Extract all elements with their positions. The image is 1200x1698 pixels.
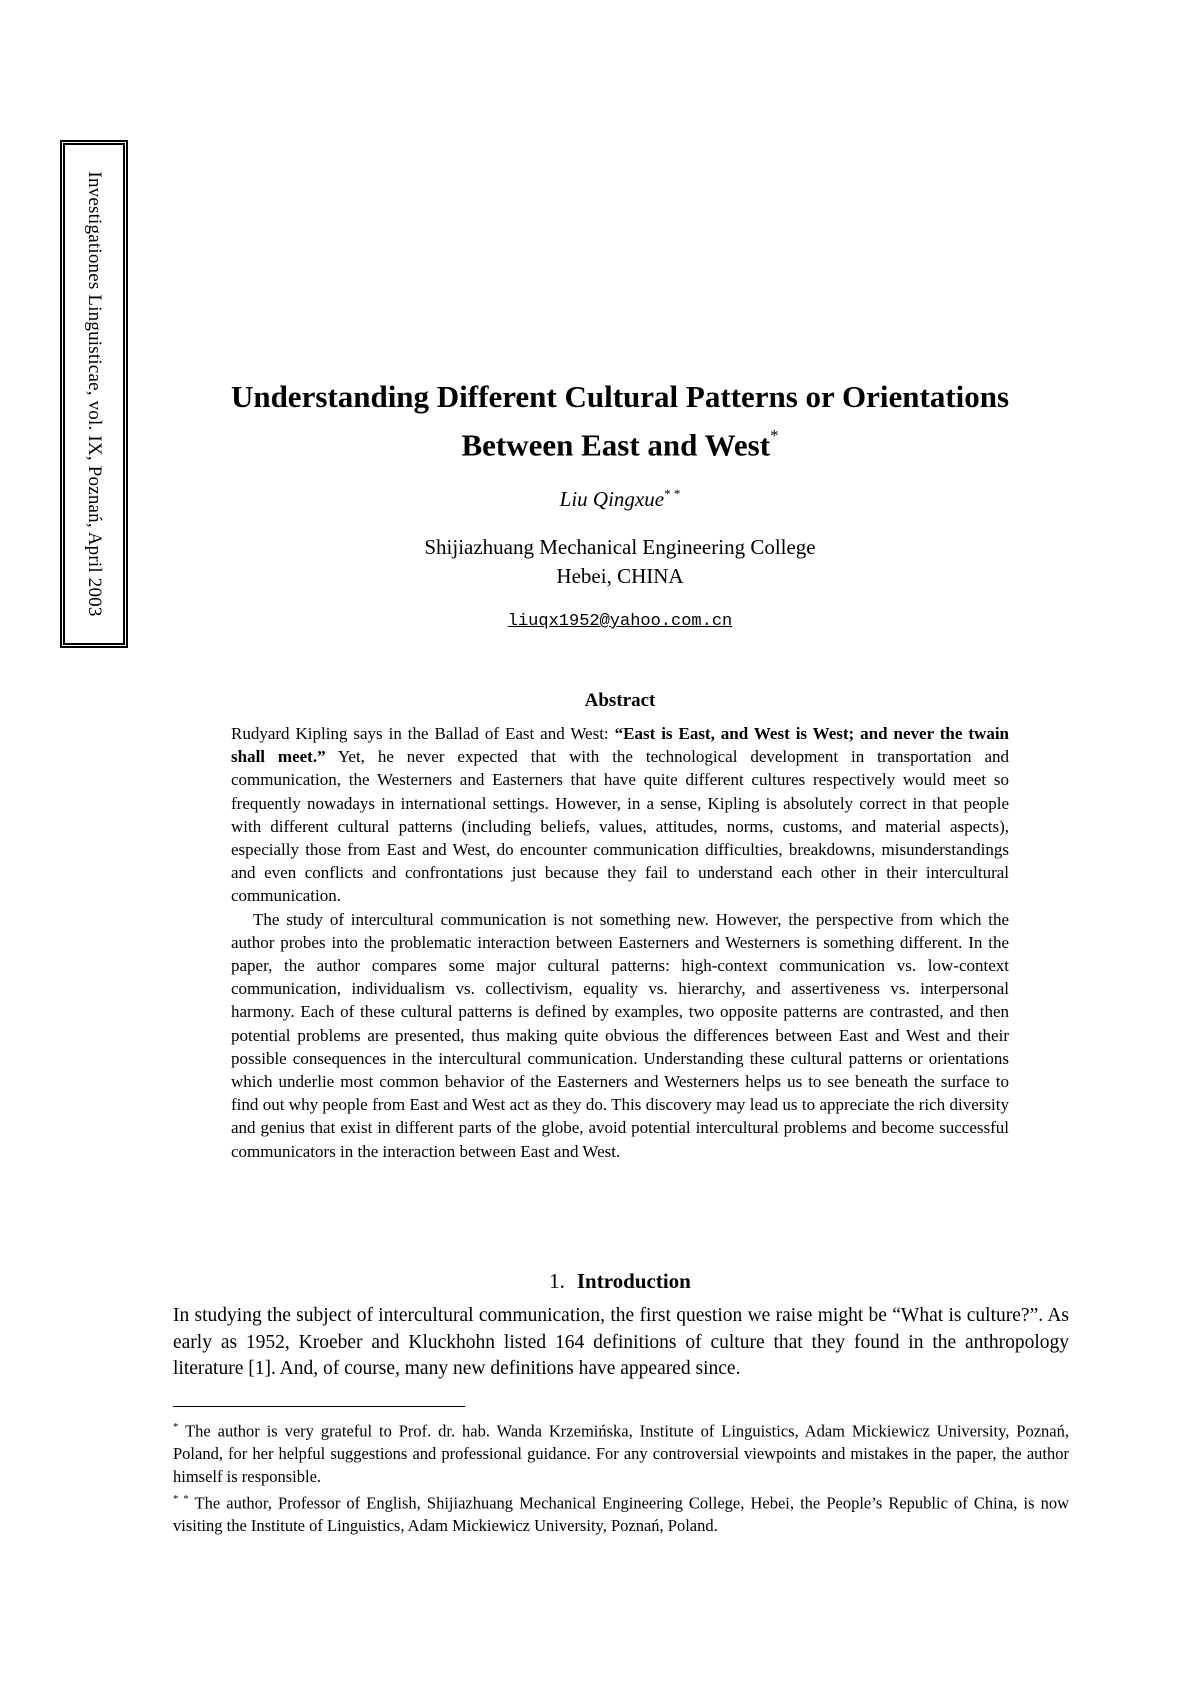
title-footnote-marker: * xyxy=(770,426,779,445)
affiliation-institution: Shijiazhuang Mechanical Engineering College xyxy=(424,535,816,559)
author xyxy=(140,486,1100,512)
footnote-2 xyxy=(173,1488,1069,1538)
abstract-p1-quote: “East is East, and West is West; and never the twain shall meet.” xyxy=(231,724,1009,767)
footnote-divider xyxy=(173,1406,465,1407)
footnote-1-marker: * xyxy=(173,1421,179,1433)
abstract-p1-rest: Yet, he never expected that with the technological development in transportation and communication, the Westerners and Easterners that have quite different cultures respectively would meet so frequently nowadays in international settings. However, in a sense, Kipling is absolutely correct in that people with different cultural patterns (including beliefs, values, attitudes, norms, customs, and material aspects), especially those from East and West, do encounter communication difficulties, breakdowns, misunderstandings and even conflicts and confrontations just because they fail to understand each other in their intercultural communication. xyxy=(231,747,1009,906)
section-heading-introduction xyxy=(140,1269,1100,1294)
affiliation xyxy=(140,533,1100,591)
journal-citation: Investigationes Linguisticae, vol. IX, Poznań, April 2003 xyxy=(84,171,105,617)
title-line-1: Understanding Different Cultural Patterns or Orientations xyxy=(230,379,1010,414)
title-line-2-text: Between East and West xyxy=(461,427,771,463)
abstract-body xyxy=(231,722,1009,1163)
footnotes xyxy=(173,1416,1069,1538)
author-footnote-marker: * * xyxy=(664,486,681,501)
author-name: Liu Qingxue xyxy=(559,487,665,511)
footnote-2-text: The author, Professor of English, Shijiazhuang Mechanical Engineering College, Hebei, the People’s Republic of China, is now visiting the Institute of Linguistics, Adam Mickiewicz University, Poznań, Poland. xyxy=(173,1493,1070,1536)
footnote-1 xyxy=(173,1416,1069,1488)
journal-side-tag xyxy=(60,140,128,648)
section-number: 1. xyxy=(549,1269,565,1293)
paper-title xyxy=(140,376,1100,466)
section-title: Introduction xyxy=(576,1269,691,1293)
abstract-p1-lead: Rudyard Kipling says in the Ballad of East and West: xyxy=(231,724,615,743)
footnote-2-marker: * * xyxy=(173,1493,189,1506)
introduction-paragraph: In studying the subject of intercultural communication, the first question we raise might be “What is culture?”. As early as 1952, Kroeber and Kluckhohn listed 164 definitions of culture that they found in the anthropology literature [1]. And, of course, many new definitions have appeared since. xyxy=(173,1305,1069,1379)
abstract-heading: Abstract xyxy=(584,690,656,711)
email-block xyxy=(140,612,1100,631)
affiliation-location: Hebei, CHINA xyxy=(556,564,684,588)
footnote-1-text: The author is very grateful to Prof. dr. hab. Wanda Krzemińska, Institute of Linguistics, Adam Mickiewicz University, Poznań, Poland, for her helpful suggestions and professional guidance. For any controversial viewpoints and mistakes in the paper, the author himself is responsible. xyxy=(173,1421,1069,1486)
title-line-2 xyxy=(140,418,1100,466)
abstract-paragraph-1 xyxy=(231,722,1009,908)
abstract-paragraph-2: The study of intercultural communication is not something new. However, the perspective from which the author probes into the problematic interaction between Easterners and Westerners is something different. In the paper, the author compares some major cultural patterns: high-context communication vs. low-context communication, individualism vs. collectivism, equality vs. hierarchy, and assertiveness vs. interpersonal harmony. Each of these cultural patterns is defined by examples, two opposite patterns are contrasted, and then potential problems are presented, thus making quite obvious the differences between East and West and their possible consequences in the intercultural communication. Understanding these cultural patterns or orientations which underlie most common behavior of the Easterners and Westerners helps us to see beneath the surface to find out why people from East and West act as they do. This discovery may lead us to appreciate the rich diversity and genius that exist in different parts of the globe, avoid potential intercultural problems and become successful communicators in the interaction between East and West. xyxy=(231,909,1009,1161)
author-email-link[interactable]: liuqx1952@yahoo.com.cn xyxy=(507,612,733,631)
